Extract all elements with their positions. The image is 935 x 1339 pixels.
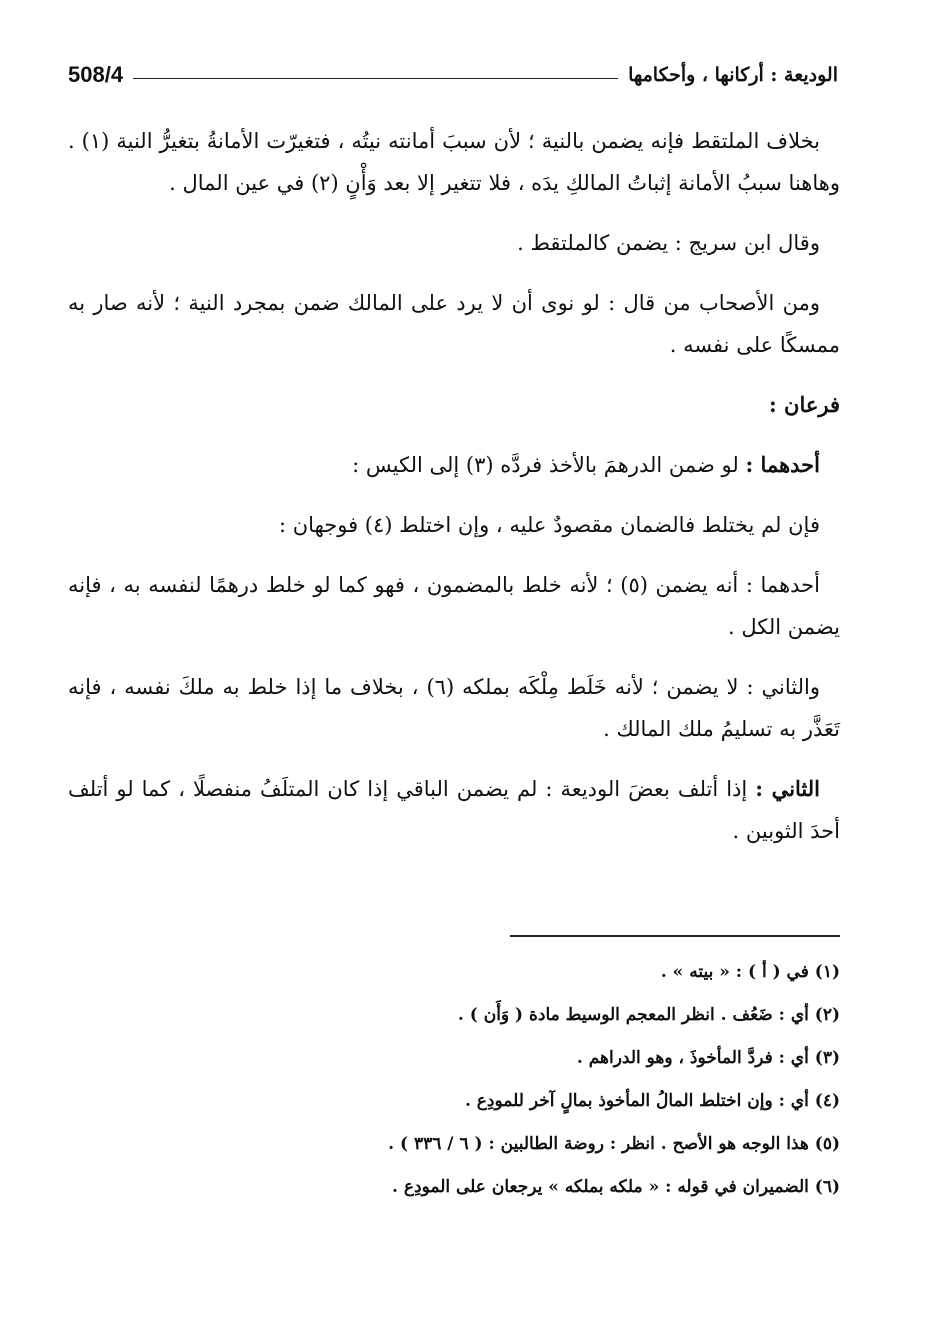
footnote-4: (٤) أي : وإن اختلط المالُ المأخوذ بمالٍ آخر للمودِع . xyxy=(464,1091,840,1111)
branch-2-paragraph xyxy=(68,768,840,852)
paragraph-1: بخلاف الملتقط فإنه يضمن بالنية ؛ لأن سببَ أمانته نيتُه ، فتغيرّت الأمانةُ بتغيرُّ النية (١) . وهاهنا سببُ الأمانة إثباتُ المالكِ يدَه ، فلا تتغير إلا بعد وَأْنٍ (٢) في عين المال . xyxy=(68,129,840,195)
main-text xyxy=(68,120,840,870)
header-title: الوديعة : أركانها ، وأحكامها xyxy=(628,64,838,86)
header-rule xyxy=(133,78,618,79)
footnote-6: (٦) الضميران في قوله : « ملكه بملكه » يرجعان على المودِع . xyxy=(392,1177,840,1197)
paragraph-2: وقال ابن سريج : يضمن كالملتقط . xyxy=(517,231,820,255)
footnote-2: (٢) أي : ضَعُف . انظر المعجم الوسيط مادة ( وَأَن ) . xyxy=(457,1005,840,1025)
paragraph-3: ومن الأصحاب من قال : لو نوى أن لا يرد على المالك ضمن بمجرد النية ؛ لأنه صار به ممسكًا على نفسه . xyxy=(68,291,840,357)
paragraph-second-view: والثاني : لا يضمن ؛ لأنه خَلَط مِلْكَه بملكه (٦) ، بخلاف ما إذا خلط به ملكَ نفسه ، فإنه تَعَذَّر به تسليمُ ملك المالك . xyxy=(68,675,840,741)
footnote-separator xyxy=(510,935,840,937)
footnotes xyxy=(68,962,840,1220)
footnote-5: (٥) هذا الوجه هو الأصح . انظر : روضة الطالبين : ( ٦ / ٣٣٦ ) . xyxy=(388,1134,840,1154)
paragraph-first-view: أحدهما : أنه يضمن (٥) ؛ لأنه خلط بالمضمون ، فهو كما لو خلط درهمًا لنفسه به ، فإنه يضمن الكل . xyxy=(68,573,840,639)
branch-2-label: الثاني : xyxy=(755,776,821,801)
footnote-1: (١) في ( أ ) : « بيته » . xyxy=(660,962,840,982)
branch-1-label: أحدهما : xyxy=(745,452,820,477)
footnote-3: (٣) أي : فردَّ المأخوذَ ، وهو الدراهم . xyxy=(576,1048,840,1068)
paragraph-mix: فإن لم يختلط فالضمان مقصودٌ عليه ، وإن اختلط (٤) فوجهان : xyxy=(279,513,820,537)
page-number: 508/4 xyxy=(68,62,124,87)
branch-1-paragraph xyxy=(68,444,840,486)
running-header xyxy=(68,58,838,92)
section-heading: فرعان : xyxy=(768,392,840,417)
branch-1-text: لو ضمن الدرهمَ بالأخذ فردَّه (٣) إلى الكيس : xyxy=(352,453,746,477)
branch-2-text: إذا أتلف بعضَ الوديعة : لم يضمن الباقي إذا كان المتلَفُ منفصلًا ، كما لو أتلف أحدَ الثوبين . xyxy=(68,777,840,843)
